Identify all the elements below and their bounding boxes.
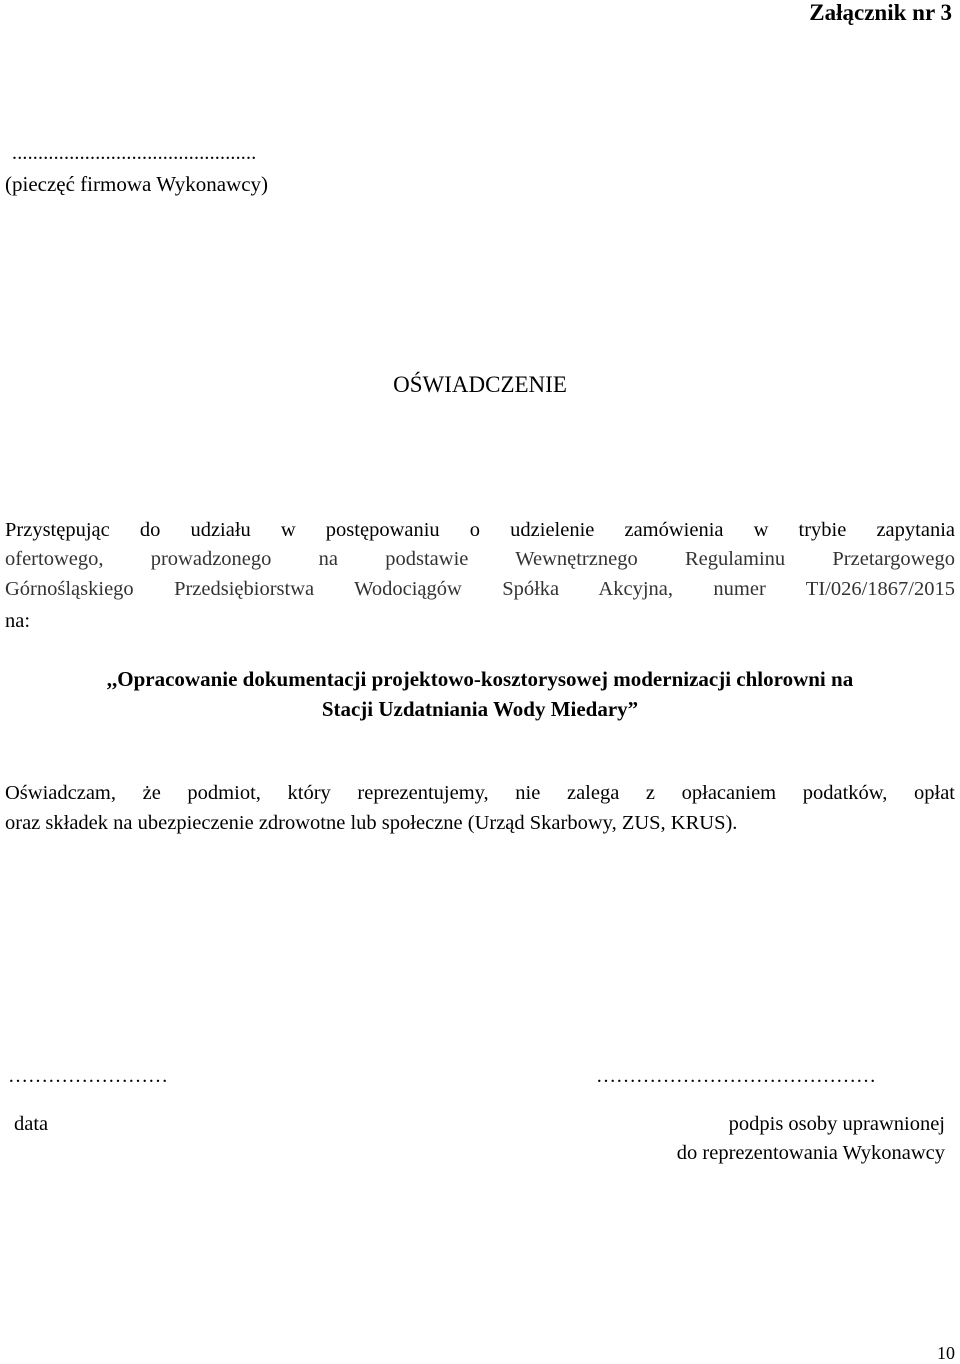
date-placeholder-dots: …………………… <box>8 1065 168 1087</box>
attachment-label: Załącznik nr 3 <box>809 0 952 25</box>
page-number: 10 <box>937 1343 955 1363</box>
statement-line: Oświadczam, że podmiot, który reprezentujemy, nie zalega z opłacaniem podatków, opłat <box>5 782 955 804</box>
stamp-caption: (pieczęć firmowa Wykonawcy) <box>5 172 269 196</box>
project-title-line: ,,Opracowanie dokumentacji projektowo-kosztorysowej modernizacji chlorowni na <box>106 667 854 691</box>
project-title-line: Stacji Uzdatniania Wody Miedary” <box>321 697 639 721</box>
signature-caption: podpis osoby uprawnionej <box>728 1113 945 1135</box>
intro-line: Przystępując do udziału w postępowaniu o udzielenie zamówienia w trybie zapytania <box>5 519 955 541</box>
date-caption: data <box>14 1113 49 1135</box>
signature-placeholder-dots: …………………………………… <box>596 1065 876 1087</box>
intro-line: na: <box>5 610 31 632</box>
stamp-placeholder-dots: ............................................... <box>12 142 257 164</box>
intro-line: ofertowego, prowadzonego na podstawie Wewnętrznego Regulaminu Przetargowego <box>5 548 955 570</box>
statement-line: oraz składek na ubezpieczenie zdrowotne lub społeczne (Urząd Skarbowy, ZUS, KRUS). <box>5 812 738 834</box>
signature-caption: do reprezentowania Wykonawcy <box>676 1142 945 1164</box>
intro-line: Górnośląskiego Przedsiębiorstwa Wodociągów Spółka Akcyjna, numer TI/026/1867/2015 <box>5 578 955 600</box>
document-title: OŚWIADCZENIE <box>393 372 567 397</box>
